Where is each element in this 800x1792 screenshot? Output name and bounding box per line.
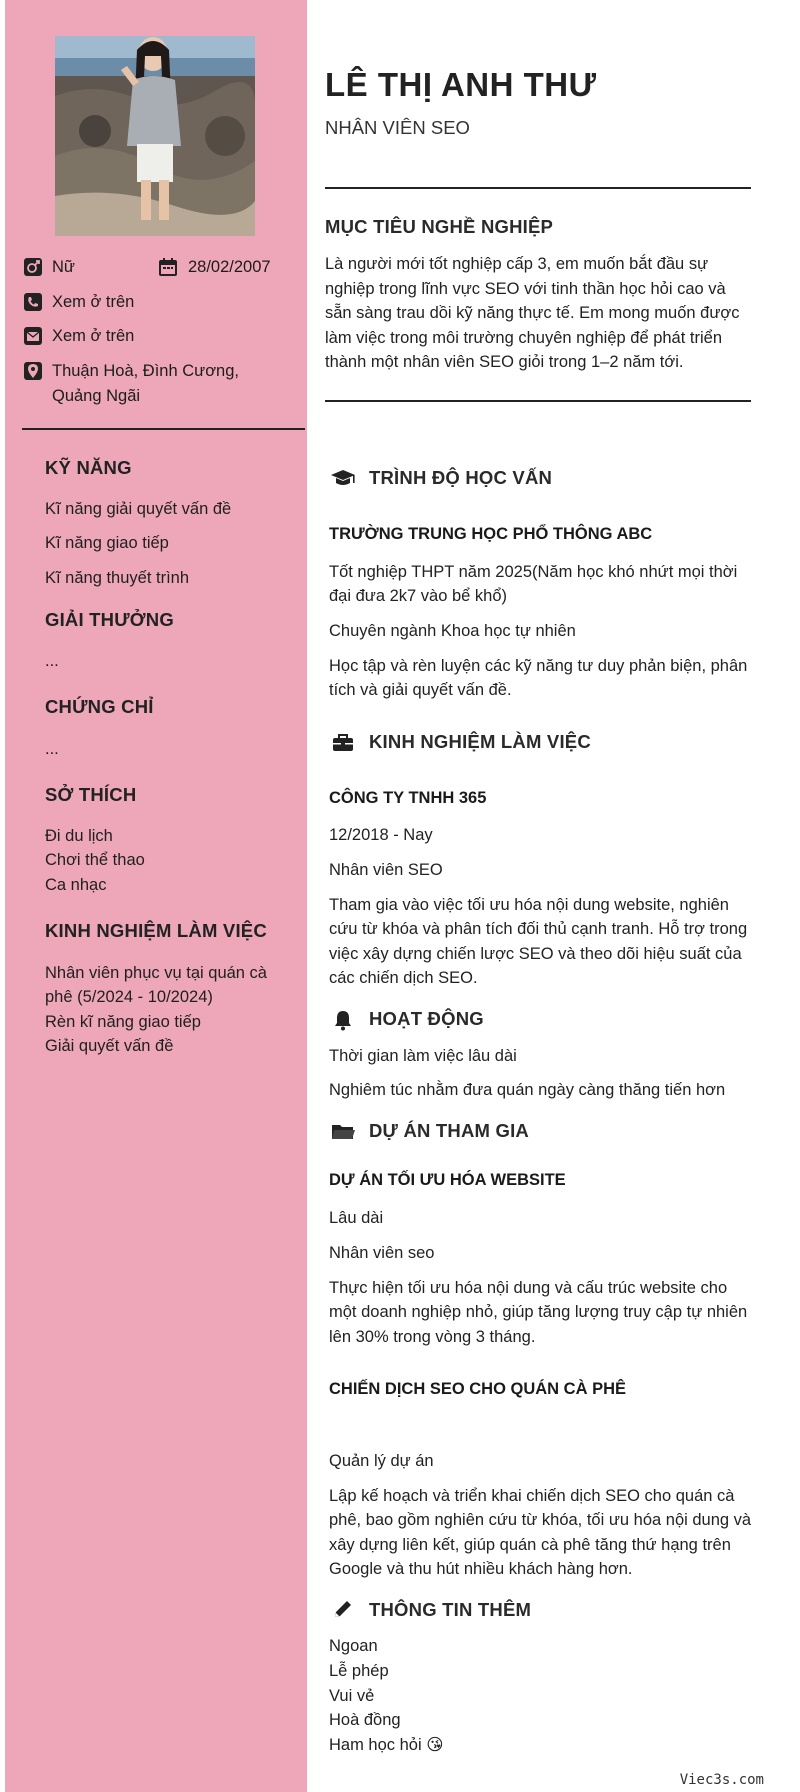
gender-icon (23, 257, 43, 277)
project-desc-line: Thực hiện tối ưu hóa nội dung và cấu trúc website cho (329, 1279, 728, 1297)
phone-value: Xem ở trên (52, 293, 135, 311)
experience-heading: KINH NGHIỆM LÀM VIỆC (369, 731, 591, 752)
education-major: Chuyên ngành Khoa học tự nhiên (329, 622, 576, 640)
sidebar-experience-line: Giải quyết vấn đề (45, 1037, 174, 1055)
education-grad-line: Tốt nghiệp THPT năm 2025(Năm học khó nhứt mọi thời (329, 563, 738, 581)
profile-photo (55, 36, 255, 236)
project-desc-line: Lập kế hoạch và triển khai chiến dịch SEO cho quán cà (329, 1487, 735, 1505)
objective-line: làm việc trong môi trường chuyên nghiệp để phát triển (325, 329, 722, 347)
sidebar-experience-line: Nhân viên phục vụ tại quán cà (45, 964, 267, 982)
objective-line: nghiệp trong lĩnh vực SEO với tinh thần học hỏi cao và (325, 280, 726, 298)
education-desc-line: tích và giải quyết vấn đề. (329, 681, 512, 699)
certificates-heading: CHỨNG CHỈ (45, 696, 154, 717)
extra-heading: THÔNG TIN THÊM (369, 1599, 532, 1620)
project-desc-line: lên 30% trong vòng 3 tháng. (329, 1328, 536, 1346)
experience-desc-line: cứu từ khóa và phân tích đối thủ cạnh tranh. Hỗ trợ trong (329, 920, 748, 938)
skill-item: Kĩ năng giải quyết vấn đề (45, 500, 232, 518)
objective-divider (325, 400, 751, 402)
email-icon (23, 326, 43, 346)
objective-line: thành một nhân viên SEO giỏi trong 1–2 năm tới. (325, 353, 684, 371)
education-heading: TRÌNH ĐỘ HỌC VẤN (369, 467, 553, 488)
bell-icon (330, 1008, 356, 1032)
education-grad-line: đại đưa 2k7 vào bể khổ) (329, 587, 507, 605)
project-duration: Lâu dài (329, 1209, 384, 1227)
extra-item: Lễ phép (329, 1662, 389, 1680)
awards-text: ... (45, 652, 59, 670)
education-desc-line: Học tập và rèn luyện các kỹ năng tư duy phản biện, phân (329, 657, 748, 675)
project-desc-line: xây dựng liên kết, giúp quán cà phê tăng thứ hạng trên (329, 1536, 731, 1554)
awards-heading: GIẢI THƯỞNG (45, 609, 174, 630)
experience-period: 12/2018 - Nay (329, 826, 433, 844)
extra-item: Hoà đồng (329, 1711, 401, 1729)
hobby-item: Đi du lịch (45, 827, 113, 845)
hobby-item: Ca nhạc (45, 876, 107, 894)
skill-item: Kĩ năng thuyết trình (45, 569, 190, 587)
sidebar-divider (22, 428, 305, 430)
experience-desc-line: Tham gia vào việc tối ưu hóa nội dung website, nghiên (329, 896, 729, 914)
experience-position: Nhân viên SEO (329, 861, 443, 879)
phone-icon (23, 292, 43, 312)
graduation-cap-icon (330, 466, 356, 490)
project-desc-line: Google và thu hút nhiều khách hàng hơn. (329, 1560, 633, 1578)
briefcase-icon (330, 731, 356, 755)
hobbies-heading: SỞ THÍCH (45, 784, 137, 805)
project-role: Quản lý dự án (329, 1452, 434, 1470)
sidebar-experience-heading: KINH NGHIỆM LÀM VIỆC (45, 920, 267, 941)
project-name: CHIẾN DỊCH SEO CHO QUÁN CÀ PHÊ (329, 1380, 627, 1398)
sidebar-experience-line: Rèn kĩ năng giao tiếp (45, 1013, 201, 1031)
activity-line: Nghiêm túc nhằm đưa quán ngày càng thăng tiến hơn (329, 1081, 726, 1099)
calendar-icon (158, 257, 178, 277)
watermark: Viec3s.com (679, 1772, 764, 1788)
candidate-role: NHÂN VIÊN SEO (325, 117, 470, 138)
folder-icon (330, 1120, 356, 1144)
project-role: Nhân viên seo (329, 1244, 435, 1262)
hobby-item: Chơi thể thao (45, 851, 145, 869)
objective-line: Là người mới tốt nghiệp cấp 3, em muốn bắt đầu sự (325, 255, 709, 273)
birthdate-value: 28/02/2007 (188, 258, 271, 276)
address-line1: Thuận Hoà, Đình Cương, (52, 362, 239, 380)
experience-desc-line: việc xây dựng chiến lược SEO và theo dõi hiệu suất của (329, 945, 742, 963)
pencil-icon (330, 1598, 356, 1622)
email-value: Xem ở trên (52, 327, 135, 345)
company-name: CÔNG TY TNHH 365 (329, 789, 487, 807)
project-desc-line: một doanh nghiệp nhỏ, giúp tăng lượng truy cập tự nhiên (329, 1303, 748, 1321)
certificates-text: ... (45, 740, 59, 758)
extra-item: Ngoan (329, 1637, 378, 1655)
activity-line: Thời gian làm việc lâu dài (329, 1047, 517, 1065)
location-icon (23, 361, 43, 381)
experience-desc-line: các chiến dịch SEO. (329, 969, 478, 987)
address-line2: Quảng Ngãi (52, 387, 141, 405)
extra-item: Ham học hỏi 😘 (329, 1736, 444, 1754)
project-name: DỰ ÁN TỐI ƯU HÓA WEBSITE (329, 1171, 566, 1189)
school-name: TRƯỜNG TRUNG HỌC PHỔ THÔNG ABC (329, 525, 653, 543)
gender-value: Nữ (52, 258, 75, 276)
objective-line: sẵn sàng trau dồi kỹ năng thực tế. Em mong muốn được (325, 304, 740, 322)
activities-heading: HOẠT ĐỘNG (369, 1008, 484, 1029)
header-divider (325, 187, 751, 189)
extra-item: Vui vẻ (329, 1687, 375, 1705)
objective-heading: MỤC TIÊU NGHỀ NGHIỆP (325, 216, 554, 237)
project-desc-line: phê, bao gồm nghiên cứu từ khóa, tối ưu hóa nội dung và (329, 1511, 752, 1529)
skills-heading: KỸ NĂNG (45, 457, 132, 478)
projects-heading: DỰ ÁN THAM GIA (369, 1120, 529, 1141)
skill-item: Kĩ năng giao tiếp (45, 534, 169, 552)
candidate-name: LÊ THỊ ANH THƯ (325, 66, 597, 103)
sidebar-experience-line: phê (5/2024 - 10/2024) (45, 988, 213, 1006)
